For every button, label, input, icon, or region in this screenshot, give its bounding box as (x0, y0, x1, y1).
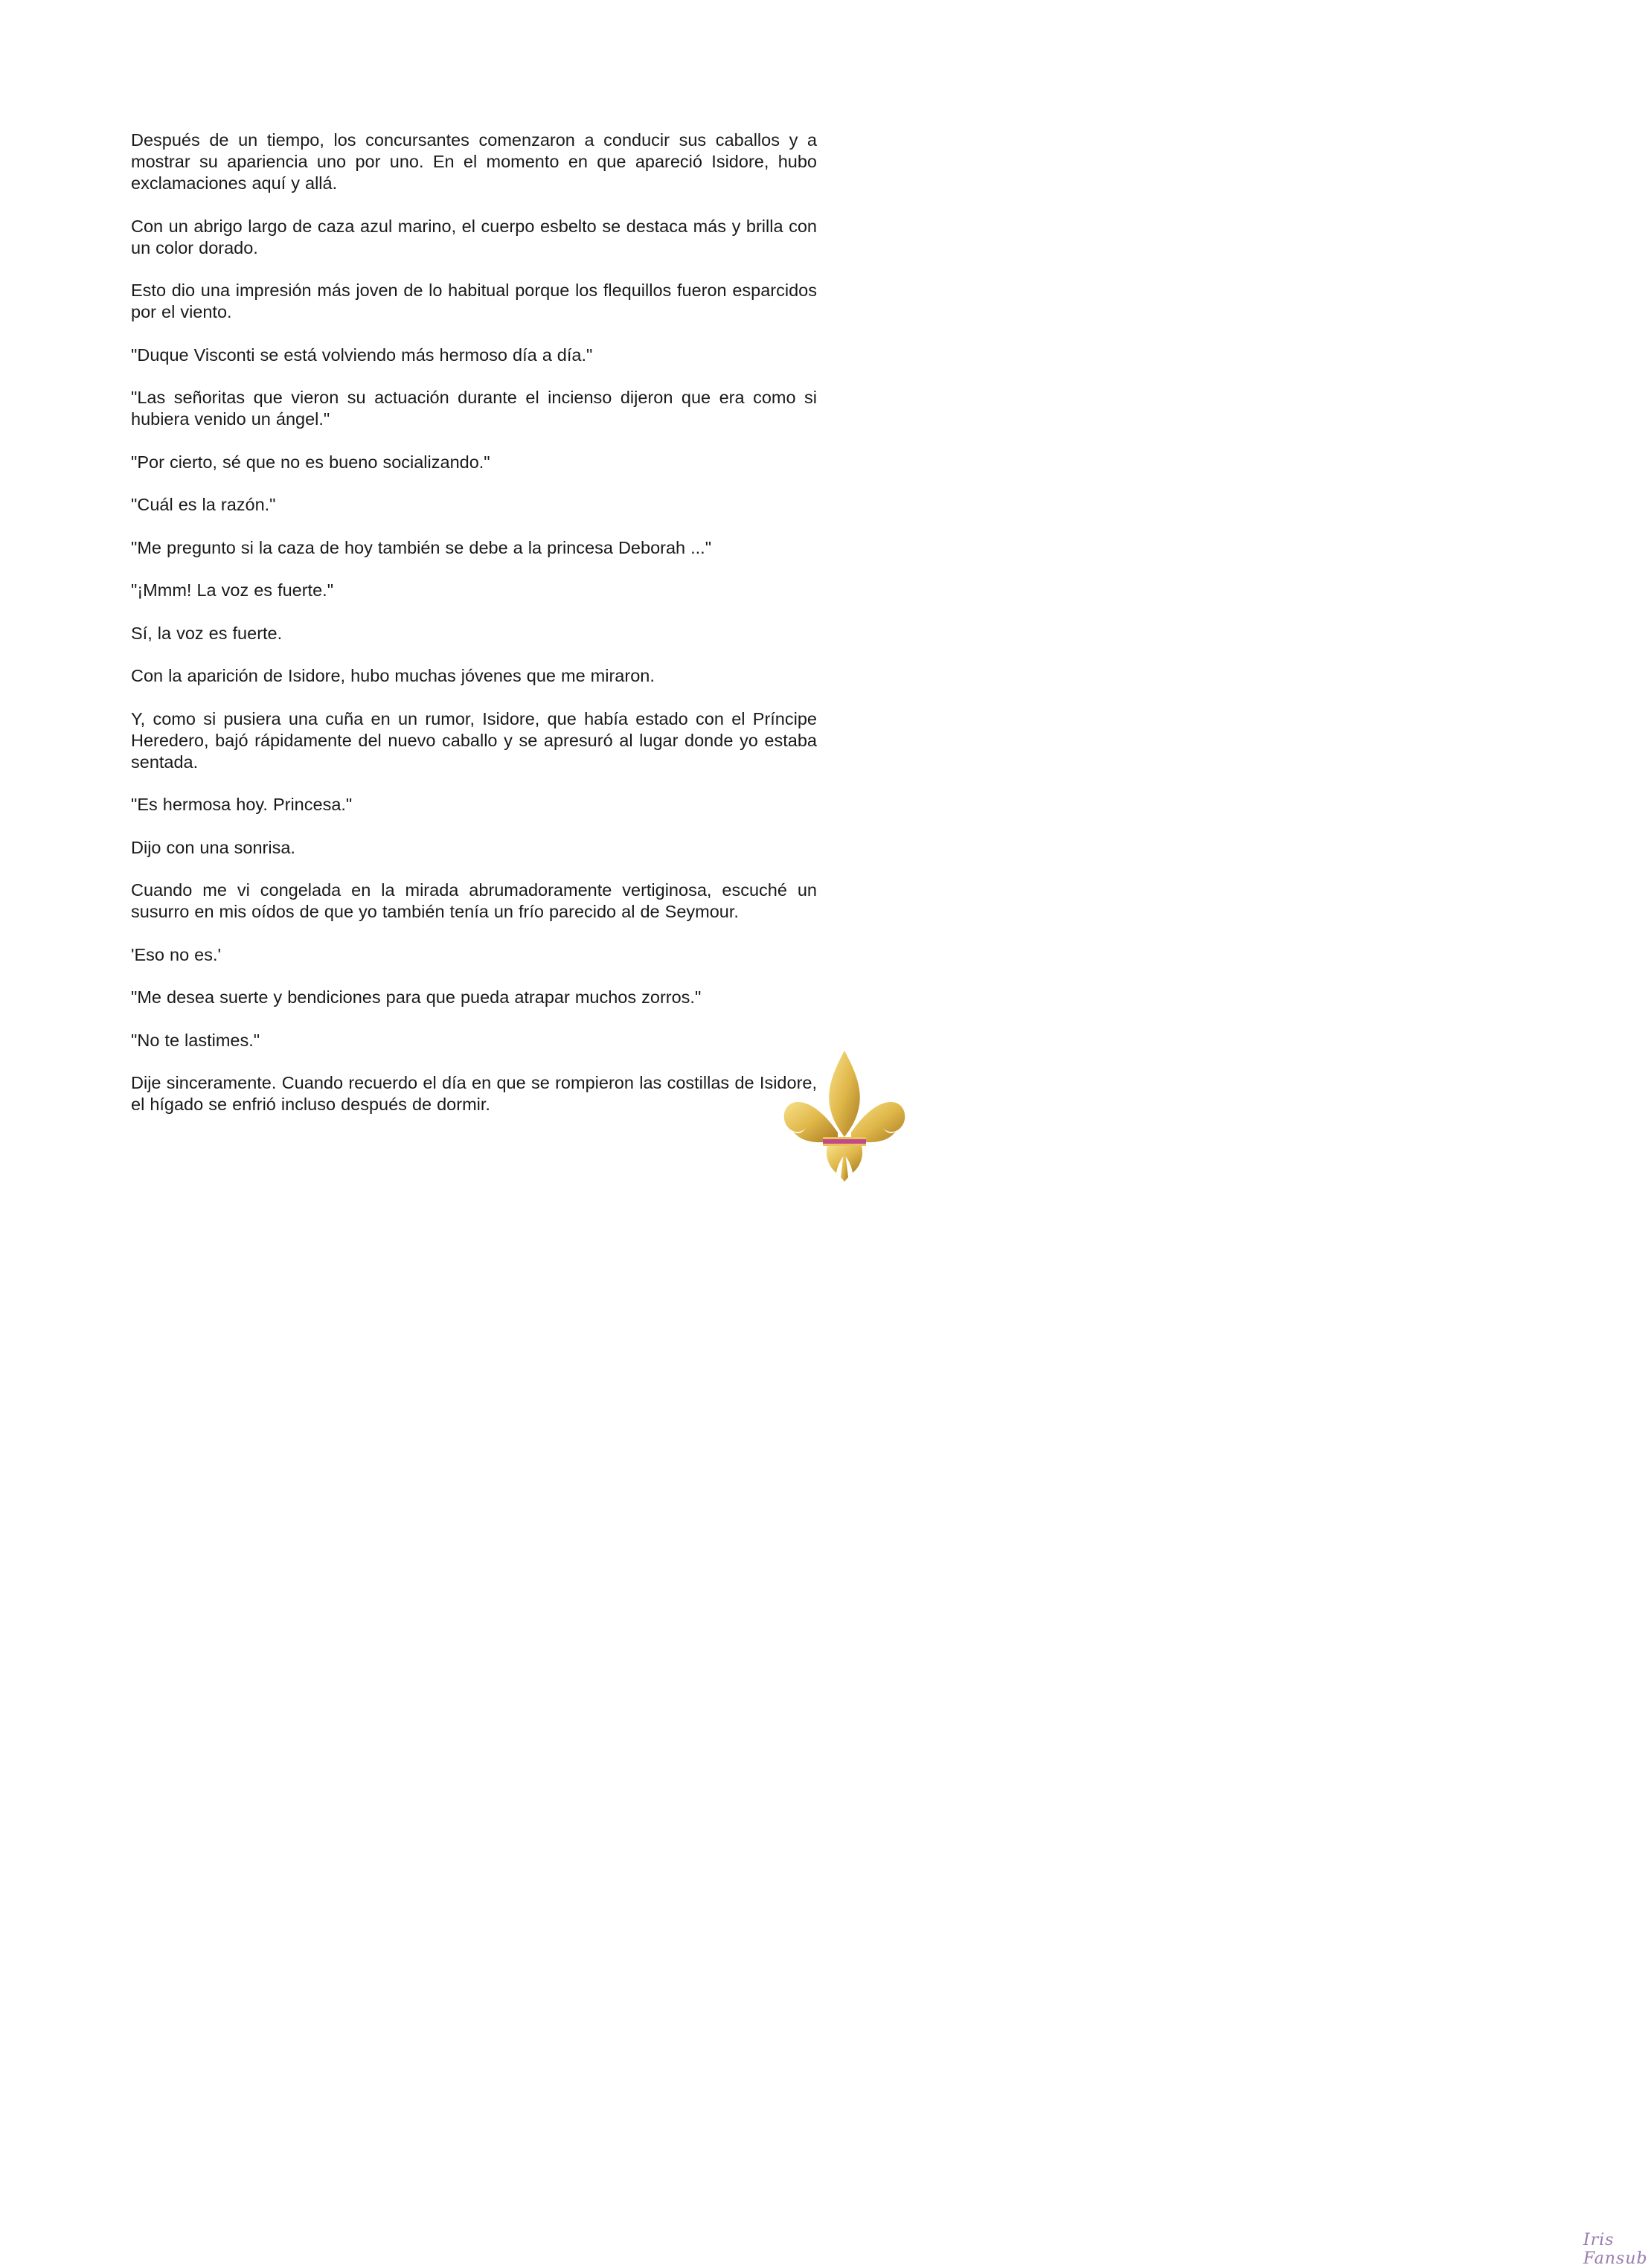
paragraph: Cuando me vi congelada en la mirada abrumadoramente vertiginosa, escuché un susurro en mis oídos de que yo también tenía un frío parecido al de Seymour. (131, 880, 817, 921)
paragraph: "No te lastimes." (131, 1030, 260, 1050)
paragraph: Después de un tiempo, los concursantes comenzaron a conducir sus caballos y a mostrar su apariencia uno por uno. En el momento en que apareció Isidore, hubo exclamaciones aquí y allá. (131, 130, 817, 193)
paragraph: Con la aparición de Isidore, hubo muchas jóvenes que me miraron. (131, 666, 655, 685)
paragraph: "Las señoritas que vieron su actuación durante el incienso dijeron que era como si hubiera venido un ángel." (131, 388, 817, 429)
paragraph: Dijo con una sonrisa. (131, 837, 295, 857)
fansub-signature: Iris Fansub (1583, 2231, 1648, 2268)
paragraph: Sí, la voz es fuerte. (131, 623, 283, 643)
fansub-watermark (781, 1049, 1648, 2268)
paragraph: 'Eso no es.' (131, 944, 222, 964)
paragraph: Con un abrigo largo de caza azul marino, el cuerpo esbelto se destaca más y brilla con un color dorado. (131, 216, 817, 257)
paragraph: Dije sinceramente. Cuando recuerdo el día en que se rompieron las costillas de Isidore, el hígado se enfrió incluso después de dormir. (131, 1073, 817, 1114)
paragraph: "Duque Visconti se está volviendo más hermoso día a día." (131, 345, 593, 365)
fleur-de-lis-icon (781, 1049, 908, 1183)
paragraph: "¡Mmm! La voz es fuerte." (131, 580, 334, 600)
paragraph: "Es hermosa hoy. Princesa." (131, 795, 353, 814)
page-body (131, 129, 817, 1137)
paragraph: "Me desea suerte y bendiciones para que pueda atrapar muchos zorros." (131, 987, 702, 1007)
paragraph: Y, como si pusiera una cuña en un rumor, Isidore, que había estado con el Príncipe Heredero, bajó rápidamente del nuevo caballo y se apresuró al lugar donde yo estaba sentada. (131, 708, 817, 772)
paragraph: Esto dio una impresión más joven de lo habitual porque los flequillos fueron esparcidos por el viento. (131, 281, 817, 321)
paragraph: "Cuál es la razón." (131, 495, 276, 514)
paragraph: "Me pregunto si la caza de hoy también se debe a la princesa Deborah ..." (131, 537, 712, 557)
paragraph: "Por cierto, sé que no es bueno socializando." (131, 452, 490, 472)
